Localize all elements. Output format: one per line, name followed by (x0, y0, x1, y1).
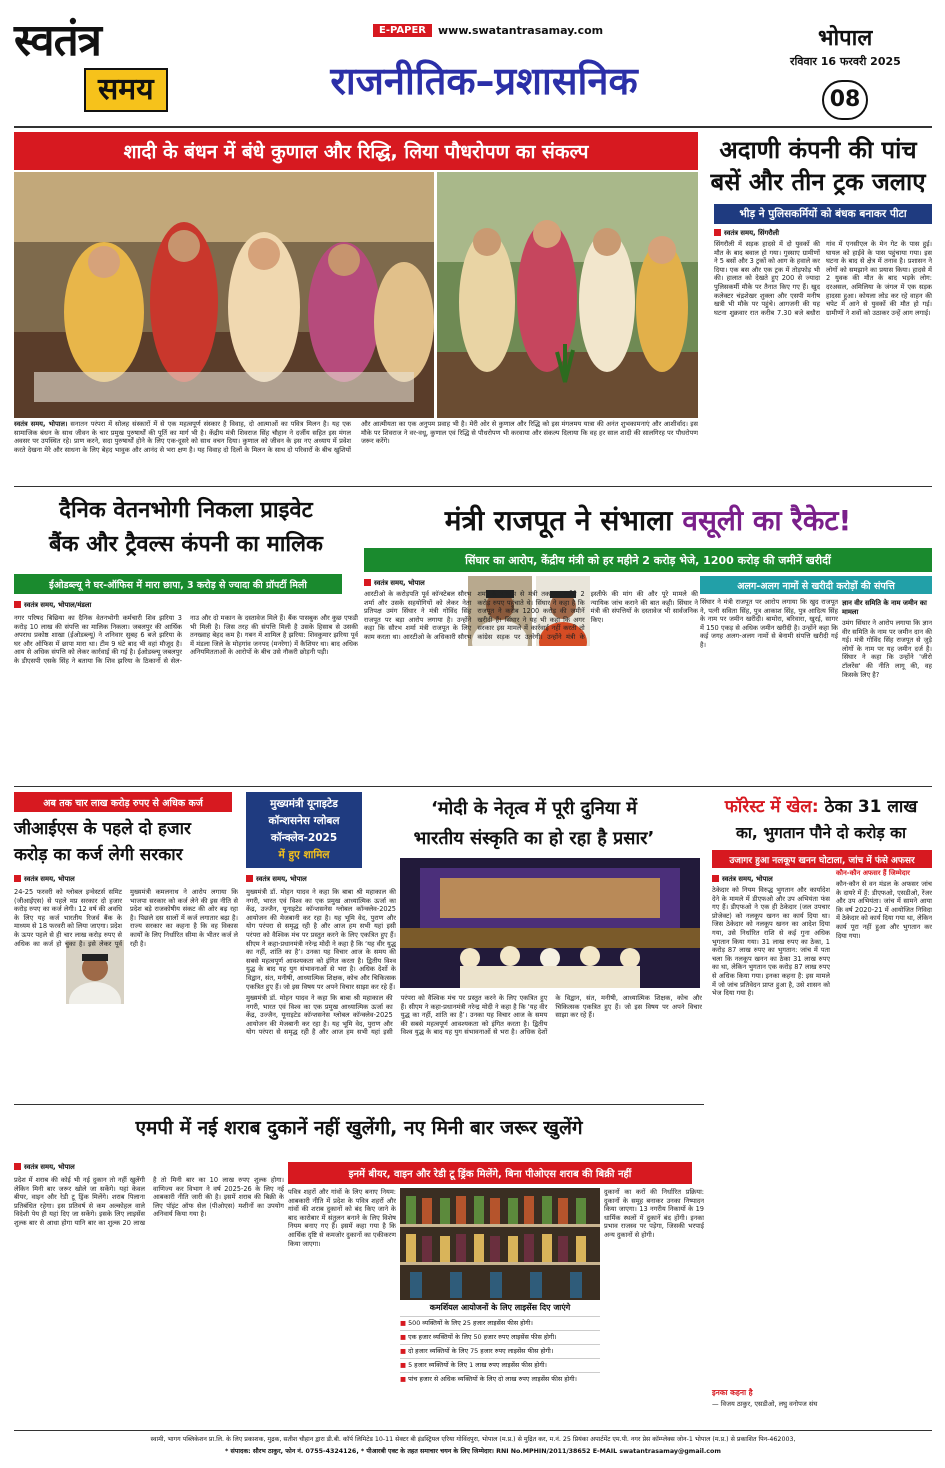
gis-kicker: अब तक चार लाख करोड़ रुपए से अधिक कर्ज (14, 792, 232, 812)
conclave-headline-line1: ‘मोदी के नेतृत्व में पूरी दुनिया में (430, 798, 638, 819)
byline-bullet-icon (246, 875, 253, 882)
byline-bullet-icon (14, 875, 21, 882)
adani-headline-line1: अदाणी कंपनी की पांच (719, 136, 917, 164)
date: रविवार 16 फरवरी 2025 (790, 55, 901, 68)
conclave-box-line4: में हुए शामिल (278, 849, 330, 861)
byline-bullet-icon (14, 1163, 21, 1170)
list-item: ■ एक हजार व्यक्तियों के लिए 50 हजार रुपए लाइसेंस फीस होगी। (400, 1330, 600, 1344)
minister-box-title: ज्ञान वीर समिति के नाम जमीन का मामला (842, 599, 927, 616)
forest-side-title: कौन-कौन अफसर हैं जिम्मेदार (836, 869, 910, 877)
byline-bullet-icon (364, 579, 371, 586)
liquor-shelf-image (400, 1188, 600, 1300)
conclave-box-line2: कॉन्शसनेस ग्लोबल (268, 815, 340, 827)
logo-line1: स्वतंत्र (14, 15, 101, 66)
forest-side (836, 868, 932, 1238)
adani-body: सिंगरौली में सड़क हादसे में दो युवकों की मौत के बाद बवाल हो गया। गुस्साए ग्रामीणों ने 5 बसों और 3 ट्रकों को आग के हवाले कर दिया। एक बस और एक ट्रक में तोड़फोड़ भी की। हालात को देखते हुए 200 से ज्यादा पुलिसकर्मी मौके पर तैनात किए गए हैं। खुद कलेक्टर चंद्रशेखर शुक्ला और एसपी मनीष खत्री भी मौके पर पहुंचे। आगजनी की यह घटना शुक्रवार रात करीब 7.30 बजे बधौरा गांव में एनसीएल के मेन गेट के पास हुई। घायल को हाईवे के पास पहुंचाया गया। इस घटना के बाद से क्षेत्र में तनाव है। प्रशासन ने लोगों को समझाने का प्रयास किया। हादसे में 2 युवक की मौत के बाद भड़के लोग: दरअसल, अमिलिया के जंगल में एक सड़क हादसा हुआ। कोयला लोड कर रहे वाहन की चपेट में आने से युवकों की मौत हो गई। ग्रामीणों ने शवों को उठाकर उन्हें आग लगाई। (714, 240, 932, 317)
liquor-right-body: दुकानों का करों की निर्धारित प्रक्रिया: दुकानों के समूह बनाकर उनका निष्पादन किया जाएगा। 13 नगरीय निकायों के 19 धार्मिक स्थलों में दुकानें बंद होंगी। इनका प्रभाव राजस्व पर पड़ेगा, जिसकी भरपाई अन्य दुकानों से होगी। (604, 1188, 704, 1239)
minister-box (842, 598, 932, 780)
minister-box-body: उमंग सिंघार ने आरोप लगाया कि ज्ञान वीर समिति के नाम पर जमीन दान की गई। मंत्री गोविंद सिंह राजपूत से जुड़े लोगों के नाम पर यह जमीन दर्ज है। सिंघार ने कहा कि उन्होंने 'जीरो टॉलरेंस' की नीति लागू की, वह किसके लिए है? (842, 619, 932, 679)
epaper-bar (373, 22, 603, 38)
byline-bullet-icon (712, 875, 719, 882)
adani-byline (714, 228, 932, 237)
footer (14, 1434, 932, 1462)
conclave-headline (366, 794, 702, 854)
page-number: 08 (822, 80, 868, 120)
adani-subhead: भीड़ ने पुलिसकर्मियों को बंधक बनाकर पीटा (714, 204, 932, 224)
wedding-body (14, 420, 698, 482)
wedding-ceremony-image (14, 172, 434, 418)
plantation-image (437, 172, 698, 418)
conclave-box (246, 792, 362, 868)
clerk-subhead: ईओडब्ल्यू ने घर-ऑफिस में मारा छापा, 3 करोड़ से ज्यादा की प्रॉपर्टी मिली (14, 574, 342, 594)
city: भोपाल (818, 26, 873, 51)
gis-headline (14, 816, 238, 868)
forest-byline-text: स्वतंत्र समय, भोपाल (722, 875, 773, 883)
forest-byline (712, 874, 832, 883)
footer-rule (14, 1430, 932, 1431)
liquor-headline: एमपी में नई शराब दुकानें नहीं खुलेंगी, नए मिनी बार जरूर खुलेंगे (135, 1117, 583, 1139)
forest-headline-part2: ठेका 31 लाख (824, 797, 918, 817)
epaper-label: E-PAPER (373, 24, 432, 37)
conclave-box-line1: मुख्यमंत्री यूनाइटेड (270, 798, 338, 810)
list-item: ■ 5 हजार व्यक्तियों के लिए 1 लाख रुपए लाइसेंस फीस होगी। (400, 1358, 600, 1372)
conclave-body-text: मुख्यमंत्री डॉ. मोहन यादव ने कहा कि बाबा श्री महाकाल की नगरी, भारत एवं विश्व का एक प्रमुख आध्यात्मिक ऊर्जा का केंद्र, उज्जैन, यूनाइटेड कॉन्शसनेस ग्लोबल कॉन्क्लेव-2025 आयोजन की मेजबानी कर रहा है। यह भूमि वेद, पुराण और योग परंपरा से समृद्ध रही है और आज हम सभी यहां इसी परंपरा को वैश्विक मंच पर प्रस्तुत करने के लिए एकत्रित हुए हैं। सीएम ने कहा-प्रधानमंत्री नरेन्द्र मोदी ने कहा है कि ‘यह वीर युद्ध का नहीं, शांति का है’। उनका यह विचार आज के समय की सबसे महत्वपूर्ण आवश्यकता को इंगित करता है। द्वितीय विश्व युद्ध के बाद यह युग संभावनाओं से भरा है। अधिक देशों के विद्वान, संत, मनीषी, आध्यात्मिक शिक्षक, कोच और चिकित्सक एकत्रित हुए हैं। जो इस विषय पर अपने विचार साझा कर रहे हैं। (246, 994, 702, 1037)
wedding-photo-left (14, 172, 434, 418)
conclave-photo (400, 858, 700, 988)
clerk-headline (14, 494, 358, 562)
divider-3 (14, 1104, 704, 1105)
forest-headline-part1: फॉरेस्ट में खेल: (724, 797, 819, 817)
minister-side-body: सिंघार ने मंत्री राजपूत पर आरोप लगाया कि खुद राजपूत ने, पत्नी सविता सिंह, पुत्र आकाश सिंह, पुत्र आदित्य सिंह के नाम पर जमीन खरीदी। बामोरा, बरिवारा, खुरई, सागर में 150 एकड़ से अधिक जमीन खरीदी है। उन्होंने कहा कि कई जगह अलग-अलग नामों से बेनामी संपत्ति खरीदी गई है। (700, 598, 838, 649)
minister-byline-text: स्वतंत्र समय, भोपाल (374, 579, 425, 587)
clerk-byline (14, 600, 214, 609)
adani-headline-line2: बसें और तीन ट्रक जलाए (710, 168, 926, 196)
clerk-headline-line1: दैनिक वेतनभोगी निकला प्राइवेट (59, 498, 313, 523)
footer-line1: स्वामी, भागग पब्लिकेशन प्रा.लि. के लिए प्रकाशक, मुद्रक, सतीश चौहान द्वारा डी.बी. कॉर्प लिमिटेड 10-11 सेक्टर बी इंडस्ट्रियल एरिया गोविंदपुरा, भोपाल (म.प्र.) से मुद्रित कर, म.नं. 25 प्रियंका अपार्टमेंट एम.पी. नगर प्रेस कॉम्प्लेक्स जोन-1 भोपाल (म.प्र.) से प्रकाशित पिन-462003, (150, 1436, 796, 1443)
gis-headline-line2: करोड़ का कर्ज लेगी सरकार (14, 845, 183, 865)
gis-byline-text: स्वतंत्र समय, भोपाल (24, 875, 75, 883)
clerk-byline-text: स्वतंत्र समय, भोपाल/मंडला (24, 601, 92, 609)
logo-line2: समय (84, 68, 168, 112)
liquor-body: प्रदेश में शराब की कोई भी नई दुकान तो नहीं खुलेंगी लेकिन मिनी बार जरूर खोले जा सकेंगे। यहां केवल बीयर, वाइन और रेडी टू ड्रिंक मिलेंगे। शराब पिलाना प्रतिबंधित रहेगा। इस प्रतिवर्ष से कम अल्कोहल वाले विदेशी पेय ही यहां दिए जा सकेंगे। इसके लिए लाइसेंस शुल्क बार से आधा होगा यानि बार का शुल्क 20 लाख है तो मिनी बार का 10 लाख रुपए शुल्क होगा। वाणिज्य कर विभाग ने वर्ष 2025-26 के लिए नई आबकारी नीति जारी की है। इसमें शराब की बिक्री के लिए पॉइंट ऑफ सेल (पीओएस) मशीनों का उपयोग अनिवार्य किया गया है। (14, 1176, 284, 1227)
conclave-headline-line2: भारतीय संस्कृति का हो रहा है प्रसार’ (413, 828, 655, 849)
website-link[interactable]: www.swatantrasamay.com (438, 23, 604, 37)
liquor-mid-body: पवित्र शहरों और गांवों के लिए बनाए नियम: आबकारी नीति में प्रदेश के पवित्र शहरों और गांवों की शराब दुकानों को बंद किए जाने के बाद कारोबार में संतुलन बनाने के लिए विशेष नियम बनाए गए हैं। इसमें कहा गया है कि आर्थिक दृष्टि से कमजोर दुकानों का एकीकरण किया जाएगा। (288, 1188, 396, 1248)
minister-headline (364, 496, 932, 544)
clerk-body: नगर परिषद बिछिया का दैनिक वेतनभोगी कर्मचारी शिव झरिया 3 करोड़ 10 लाख की संपत्ति का मालिक निकला। जबलपुर की आर्थिक अपराध प्रकोष्ठ शाखा (ईओडब्ल्यू) ने शनिवार सुबह 6 बजे झरिया के घर और ऑफिस में छापा मारा था। टीम 9 घंटे बाद भी वहां मौजूद है। आय से अधिक संपत्ति को लेकर कार्रवाई की गई है। ईओडब्ल्यू जबलपुर के डीएसपी एसके सिंह ने बताया कि शिव झरिया के ठिकानों से सेल-नाउ और दो मकान के दस्तावेज मिले हैं। बैंक पासबुक और कुछ एफडी भी मिली है। जिस तरह की संपत्ति मिली है उसके हिसाब से उसकी तनख्वाह बेहद कम है। गबन में शामिल है झरिया: शिवकुमार झरिया पूर्व में मंडला जिले के मोहगांव जनपद (मनरेगा) में कैशियर था। बाद अधिक अनियमितताओं के आरोपों के बीच उसे नौकरी छोड़नी पड़ी। (14, 614, 358, 665)
byline-bullet-icon (714, 229, 721, 236)
clerk-headline-line2: बैंक और ट्रैवल्स कंपनी का मालिक (49, 532, 323, 557)
conclave-stage-image (400, 858, 700, 988)
masthead (0, 0, 945, 128)
minister-side-subhead: अलग-अलग नामों से खरीदी करोड़ों की संपत्ति (700, 576, 932, 594)
conclave-body: मुख्यमंत्री डॉ. मोहन यादव ने कहा कि बाबा श्री महाकाल की नगरी, भारत एवं विश्व का एक प्रमुख आध्यात्मिक ऊर्जा का केंद्र, उज्जैन, यूनाइटेड कॉन्शसनेस ग्लोबल कॉन्क्लेव-2025 आयोजन की मेजबानी कर रहा है। यह भूमि वेद, पुराण और योग परंपरा से समृद्ध रही है और आज हम सभी यहां इसी परंपरा को वैश्विक मंच पर प्रस्तुत करने के लिए एकत्रित हुए हैं। सीएम ने कहा-प्रधानमंत्री नरेन्द्र मोदी ने कहा है कि ‘यह वीर युद्ध का नहीं, शांति का है’। उनका यह विचार आज के समय की सबसे महत्वपूर्ण आवश्यकता को इंगित करता है। द्वितीय विश्व युद्ध के बाद यह युग संभावनाओं से भरा है। अधिक देशों के विद्वान, संत, मनीषी, आध्यात्मिक शिक्षक, कोच और चिकित्सक एकत्रित हुए हैं। जो इस विषय पर अपने विचार साझा कर रहे हैं। (246, 888, 396, 991)
conclave-byline-text: स्वतंत्र समय, भोपाल (256, 875, 307, 883)
liquor-box (400, 1302, 600, 1386)
forest-quote-author: — विजय ठाकुर, एसडीओ, लघु वनोपज संघ (712, 1400, 818, 1408)
conclave-byline (246, 874, 366, 883)
gis-headline-line1: जीआईएस के पहले दो हजार (14, 819, 191, 839)
forest-headline (710, 794, 932, 846)
conclave-box-line3: कॉन्क्लेव-2025 (270, 832, 338, 844)
wedding-headline: शादी के बंधन में बंधे कुणाल और रिद्धि, लिया पौधरोपण का संकल्प (14, 132, 698, 170)
adani-headline (704, 134, 932, 198)
liquor-photo (400, 1188, 600, 1300)
minister-headline-part2: वसूली का रैकेट! (682, 504, 852, 537)
list-item: ■ दो हजार व्यक्तियों के लिए 75 हजार रुपए लाइसेंस फीस होगी। (400, 1344, 600, 1358)
liquor-byline (14, 1162, 134, 1171)
forest-body: ठेकेदार को नियम विरुद्ध भुगतान और कार्यादेश देने के मामले में डीएफओ और उप अभियंता फंस गए हैं। डीएफओ ने एक ही ठेकेदार (जल उपचार प्रोजेक्ट) को नलकूप खनन का कार्य दिया था। जिस ठेकेदार को नलकूप खनन का आदेश दिया गया, उसे निर्धारित राशि से कई गुना अधिक भुगतान किया गया। 31 लाख रुपए का ठेका, 1 करोड़ 87 लाख रुपए का भुगतान: जांच में पता चला कि नलकूप खनन का ठेका 31 लाख रुपए का था, लेकिन भुगतान एक करोड़ 87 लाख रुपए से अधिक किया गया। इनका कहना है: इस मामले में जो जांच प्रतिवेदन प्राप्त हुआ है, उसे शासन को भेज दिया गया है। (712, 886, 830, 998)
wedding-photo-right (437, 172, 698, 418)
minister-headline-part1: मंत्री राजपूत ने संभाला (444, 504, 673, 537)
wedding-body-text: सनातन परंपरा में सोलह संस्कारों में से एक महत्वपूर्ण संस्कार है विवाह, दो आत्माओं का पवित्र मिलन है। यह एक सामाजिक बंधन के साथ जीवन के चार प्रमुख पुरुषार्थों की पूर्ति का मार्ग भी है। केंद्रीय मंत्री शिवराज सिंह चौहान ने दर्जीय सहित इस मंगल अवसर पर उपस्थित रहे। प्राण करने, सदा पुरुषार्थों होने के लिए एक-दूसरे को साथ वचन दिया। कुणाल को जीवन के इस नए अध्याय में प्रवेश करते देखना मेरे और साधना के लिए बेहद भावुक और आनंद से भरा क्षण है। यह विवाह दो दिलों के मिलन के साथ दो परिवारों के बीच खुशियों और आत्मीयता का एक अनुपम प्रवाह भी है। मेरी ओर से कुणाल और रिद्धि को इस मंगलमय यात्रा की अनंत शुभकामनाएं और आशीर्वाद। इस मौके पर शिवराज ने वर-वधू, कुणाल एवं रिद्धि से पौधरोपण भी करवाया और संकल्प दिलाया कि वह हर साल शादी की सालगिरह पर पौधरोपण जरूर करेंगे। (14, 420, 698, 454)
adani-byline-text: स्वतंत्र समय, सिंगरौली (724, 229, 780, 237)
footer-line2: * संपादक: सौरभ ठाकुर, फोन नं. 0755-4324126, * पीआरबी एक्ट के तहत समाचार चयन के लिए जिम्मेदार। RNI No.MPHIN/2011/38652 E-MAIL swatantrasamay@gmail.com (225, 1448, 721, 1455)
section-title: राजनीतिक–प्रशासनिक (330, 59, 638, 103)
logo (14, 14, 204, 124)
forest-side-body: कौन-कौन से वन मंडल के अफसर जांच के दायरे में हैं: डीएफओ, एसडीओ, रेंजर और उप अभियंता। जांच में सामने आया कि वर्ष 2020-21 में आयोजित निविदा में ठेकेदार को कार्य दिया गया था, लेकिन कार्य पूरा नहीं हुआ और भुगतान कर दिया गया। (836, 880, 932, 940)
masthead-rule (14, 126, 932, 128)
minister-body: आरटीओ के करोड़पति पूर्व कॉन्स्टेबल सौरभ शर्मा और उसके सहयोगियों को लेकर नेता प्रतिपक्ष उमंग सिंघार ने मंत्री गोविंद सिंह राजपूत पर बड़ा आरोप लगाया है। उन्होंने कहा कि सौरभ शर्मा मंत्री राजपूत के लिए काम करता था। आरटीओ के अधिकारी सौरभ शर्मा के माध्यम से मंत्री तक हर महीने 2 करोड़ रुपए पहुंचाते थे। सिंघार ने कहा है कि राजपूत ने करीब 1200 करोड़ की जमीनें खरीदी हैं। सिंघार ने यह भी कहा कि अगर सरकार इस मामले में कार्रवाई नहीं करती तो कांग्रेस सड़क पर उतरेगी। उन्होंने मंत्री के इस्तीफे की मांग की और पूरे मामले की न्यायिक जांच कराने की बात कही। सिंघार ने मंत्री की संपत्तियों के दस्तावेज भी सार्वजनिक किए। (364, 590, 698, 641)
wedding-byline: स्वतंत्र समय, भोपाल। (14, 420, 68, 428)
liquor-subhead: इनमें बीयर, वाइन और रेडी टू ड्रिंक मिलेंगे, बिना पीओएस शराब की बिक्री नहीं (288, 1162, 692, 1184)
gis-body: 24-25 फरवरी को ग्लोबल इन्वेस्टर्स समिट (जीआईएस) से पहले मप्र सरकार दो हजार करोड़ रुपए का कर्ज लेगी। 12 वर्ष की अवधि के लिए यह कर्ज भारतीय रिजर्व बैंक के माध्यम से 18 फरवरी को लिया जाएगा। प्रदेश के ऊपर पहले से ही चार लाख करोड़ रुपए से अधिक का कर्ज हो चुका है। इसे लेकर पूर्व मुख्यमंत्री कमलनाथ ने आरोप लगाया कि भाजपा सरकार को कर्ज लेने की इस नीति से प्रदेश बड़े राजकोषीय संकट की ओर बढ़ रहा है। पिछले दस सालों में कर्ज लगातार बढ़ा है। राज्य सरकार का कहना है कि वह विकास कार्यों के लिए निर्धारित सीमा के भीतर कर्ज ले रही है। (14, 888, 238, 948)
forest-quote-label: इनका कहना है (712, 1388, 753, 1397)
liquor-box-title: कमर्शियल आयोजनों के लिए लाइसेंस दिए जाएंगे (429, 1303, 571, 1312)
forest-quote (712, 1388, 932, 1426)
byline-bullet-icon (14, 601, 21, 608)
divider-2 (14, 786, 932, 787)
gis-byline (14, 874, 134, 883)
divider-1 (14, 486, 932, 487)
forest-headline-line2: का, भुगतान पौने दो करोड़ का (736, 824, 906, 842)
liquor-box-list (400, 1316, 600, 1386)
minister-subhead: सिंघार का आरोप, केंद्रीय मंत्री को हर महीने 2 करोड़ भेजे, 1200 करोड़ की जमीनें खरीदीं (364, 548, 932, 572)
conclave-body-continued (246, 994, 702, 1100)
list-item: ■ पांच हजार से अधिक व्यक्तियों के लिए दो लाख रुपए लाइसेंस फीस होगी। (400, 1372, 600, 1386)
liquor-byline-text: स्वतंत्र समय, भोपाल (24, 1163, 75, 1171)
list-item: ■ 500 व्यक्तियों के लिए 25 हजार लाइसेंस फीस होगी। (400, 1316, 600, 1330)
forest-subhead: उजागर हुआ नलकूप खनन घोटाला, जांच में फंसे अफसर (712, 850, 932, 868)
